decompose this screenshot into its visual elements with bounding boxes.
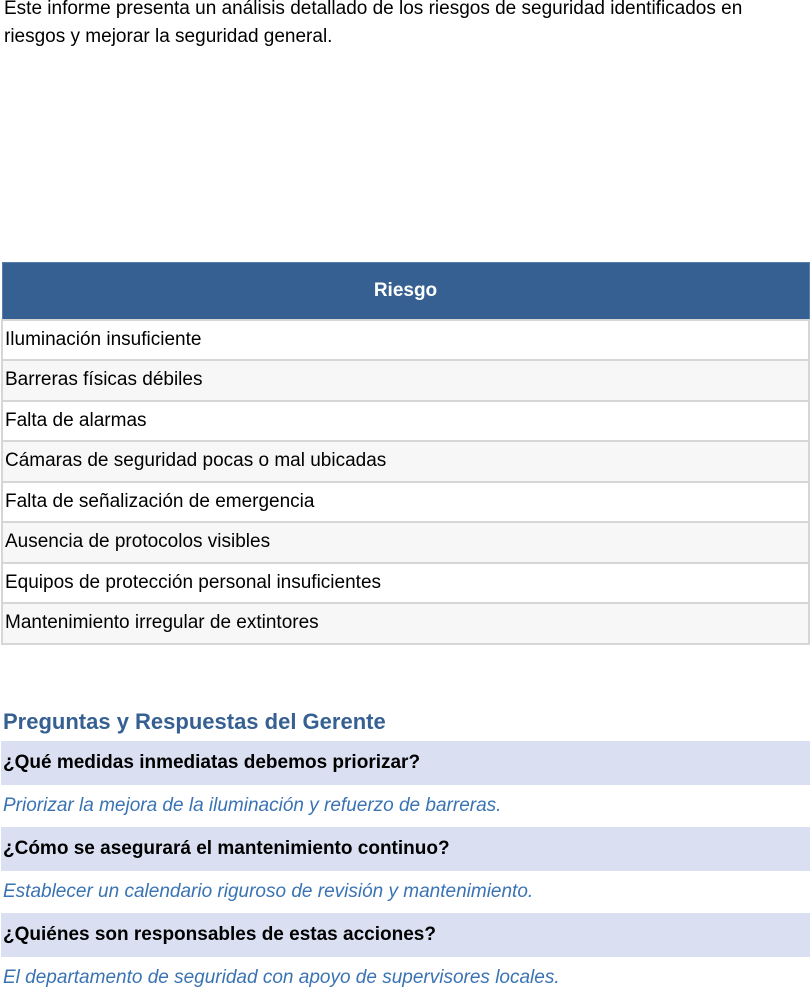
table-row [2,441,809,482]
table-cell[interactable]: Falta de alarmas [2,401,809,442]
table-cell[interactable]: Ausencia de protocolos visibles [2,522,809,563]
qa-answer[interactable]: Establecer un calendario riguroso de revisión y mantenimiento. [1,871,810,913]
table-row [2,603,809,644]
table-header-row [2,263,809,320]
table-cell[interactable]: Barreras físicas débiles [2,360,809,401]
qa-question[interactable]: ¿Cómo se asegurará el mantenimiento continuo? [1,827,810,871]
qa-question[interactable]: ¿Qué medidas inmediatas debemos priorizar? [1,741,810,785]
qa-answer[interactable]: El departamento de seguridad con apoyo de supervisores locales. [1,957,810,990]
table-row [2,522,809,563]
table-row [2,482,809,523]
intro-line: riesgos y mejorar la seguridad general. [4,26,333,47]
qa-question[interactable]: ¿Quiénes son responsables de estas acciones? [1,913,810,957]
risk-table [1,262,810,645]
table-cell[interactable]: Falta de señalización de emergencia [2,482,809,523]
table-row [2,401,809,442]
table-cell[interactable]: Cámaras de seguridad pocas o mal ubicadas [2,441,809,482]
qa-answer[interactable]: Priorizar la mejora de la iluminación y refuerzo de barreras. [1,785,810,827]
qa-section [1,741,810,990]
table-row [2,360,809,401]
table-row [2,563,809,604]
table-cell[interactable]: Mantenimiento irregular de extintores [2,603,809,644]
intro-paragraph [4,0,812,51]
intro-line: Este informe presenta un análisis detallado de los riesgos de seguridad identificados en [4,0,743,19]
table-cell[interactable]: Iluminación insuficiente [2,320,809,361]
qa-section-title: Preguntas y Respuestas del Gerente [3,709,386,734]
table-cell[interactable]: Equipos de protección personal insuficientes [2,563,809,604]
column-header-riesgo: Riesgo [2,263,809,320]
table-row [2,320,809,361]
